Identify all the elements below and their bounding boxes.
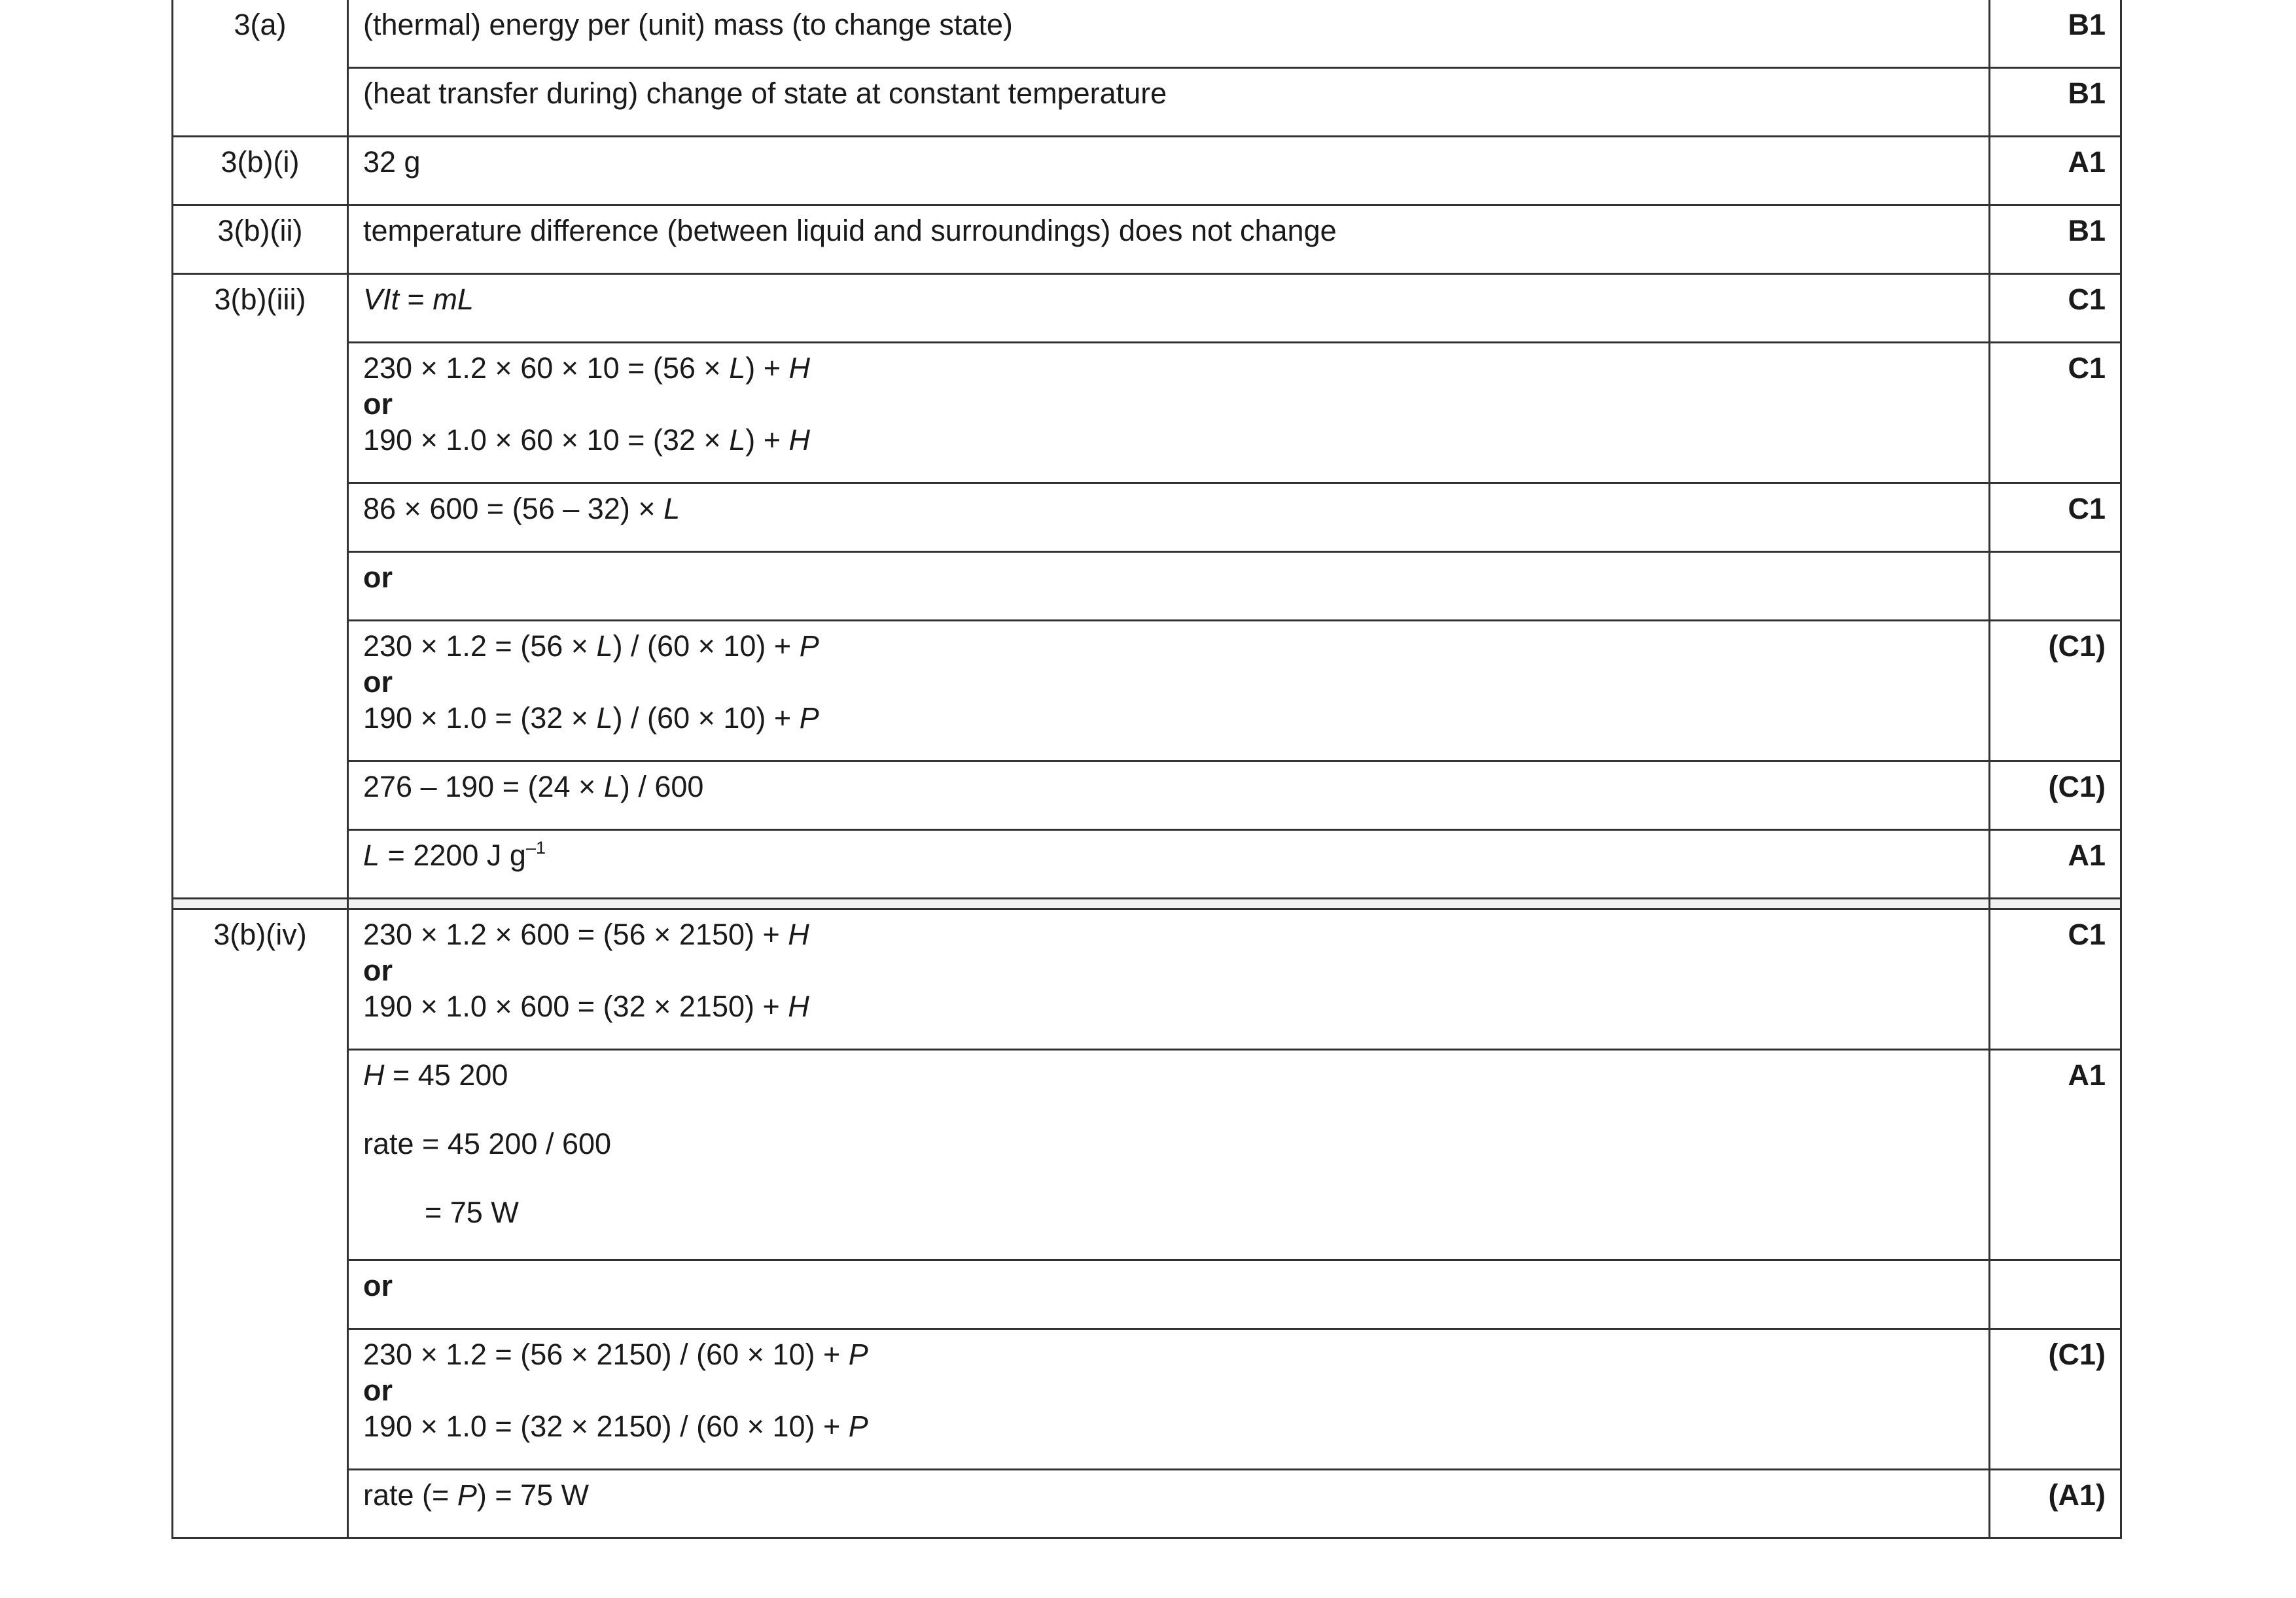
mark-cell: C1 [1990,909,2121,1050]
answer-cell: 230 × 1.2 × 60 × 10 = (56 × L) + H or 190 × 1.0 × 60 × 10 = (32 × L) + H [348,343,1990,483]
table-row [173,137,2121,205]
answer-cell: 86 × 600 = (56 – 32) × L [348,483,1990,552]
question-number: 3(b)(ii) [173,205,348,274]
mark-cell: B1 [1990,68,2121,137]
table-row [173,761,2121,830]
answer-cell: 230 × 1.2 = (56 × L) / (60 × 10) + P or 190 × 1.0 = (32 × L) / (60 × 10) + P [348,621,1990,761]
answer-cell: or [348,552,1990,621]
answer-cell: 276 – 190 = (24 × L) / 600 [348,761,1990,830]
answer-cell: 230 × 1.2 = (56 × 2150) / (60 × 10) + P or 190 × 1.0 = (32 × 2150) / (60 × 10) + P [348,1329,1990,1470]
mark-cell: C1 [1990,274,2121,343]
table-row [173,68,2121,137]
question-number: 3(b)(i) [173,137,348,205]
answer-cell: (heat transfer during) change of state at constant temperature [348,68,1990,137]
answer-cell: temperature difference (between liquid and surroundings) does not change [348,205,1990,274]
mark-scheme-table [171,0,2122,1539]
answer-cell: rate (= P) = 75 W [348,1470,1990,1538]
table-separator [173,899,2121,909]
question-number: 3(b)(iii) [173,274,348,899]
mark-cell: B1 [1990,0,2121,68]
table-row [173,621,2121,761]
table-row [173,483,2121,552]
mark-cell: A1 [1990,830,2121,899]
answer-cell: L = 2200 J $g^{-1}$ [348,830,1990,899]
answer-cell: VIt = mL [348,274,1990,343]
answer-cell: 230 × 1.2 × 600 = (56 × 2150) + H or 190 × 1.0 × 600 = (32 × 2150) + H [348,909,1990,1050]
table-row [173,274,2121,343]
mark-cell: (A1) [1990,1470,2121,1538]
mark-cell: A1 [1990,1050,2121,1260]
answer-cell: 32 g [348,137,1990,205]
table-row [173,0,2121,68]
table-row [173,552,2121,621]
table-row [173,343,2121,483]
table-row [173,1260,2121,1329]
question-number: 3(a) [173,0,348,137]
mark-cell: C1 [1990,483,2121,552]
mark-cell: (C1) [1990,761,2121,830]
mark-cell: A1 [1990,137,2121,205]
mark-cell: C1 [1990,343,2121,483]
mark-cell: (C1) [1990,621,2121,761]
mark-cell [1990,552,2121,621]
mark-cell: (C1) [1990,1329,2121,1470]
mark-cell [1990,1260,2121,1329]
table-row [173,909,2121,1050]
answer-cell: (thermal) energy per (unit) mass (to change state) [348,0,1990,68]
answer-cell: H = 45 200 rate = 45 200 / 600 = 75 W [348,1050,1990,1260]
table-row [173,1470,2121,1538]
table-row [173,1050,2121,1260]
mark-cell: B1 [1990,205,2121,274]
question-number: 3(b)(iv) [173,909,348,1538]
table-row [173,205,2121,274]
table-row [173,1329,2121,1470]
table-row [173,830,2121,899]
answer-cell: or [348,1260,1990,1329]
